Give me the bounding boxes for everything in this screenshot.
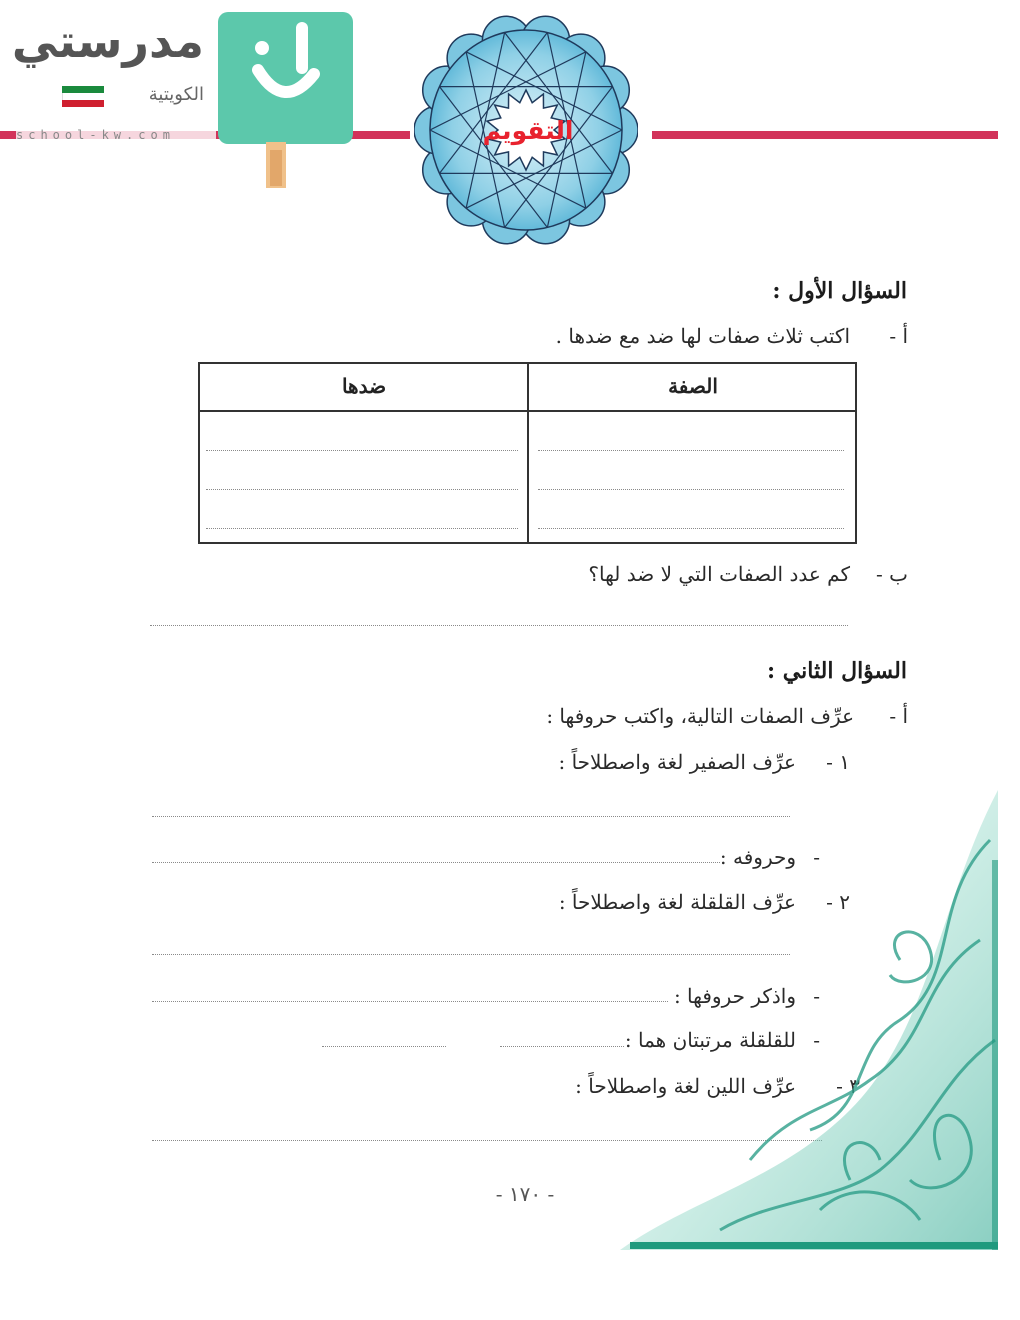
question2-a-marker: أ - — [889, 704, 908, 728]
answer-line[interactable] — [150, 625, 848, 626]
question1-b-marker: ب - — [876, 562, 908, 586]
table-answer-line[interactable] — [206, 489, 518, 490]
item-text: عرِّف الصفير لغة واصطلاحاً : — [558, 750, 796, 774]
item-number: ١ - — [826, 750, 850, 774]
header-rule-right — [652, 131, 998, 139]
logo-mark — [218, 12, 353, 144]
table-answer-line[interactable] — [538, 528, 844, 529]
logo-bookmark-shade — [270, 150, 282, 186]
table-header-opposite: ضدها — [341, 374, 387, 398]
kuwait-flag-icon — [62, 86, 104, 107]
corner-ornament-icon — [600, 780, 1000, 1260]
question1-a-text: اكتب ثلاث صفات لها ضد مع ضدها . — [555, 324, 850, 348]
question2-a-text: عرِّف الصفات التالية، واكتب حروفها : — [546, 704, 854, 728]
item-text: وحروفه : — [719, 845, 796, 869]
table-answer-line[interactable] — [538, 450, 844, 451]
item-dash: - — [813, 984, 820, 1008]
item-text: عرِّف اللين لغة واصطلاحاً : — [575, 1074, 796, 1098]
table-answer-line[interactable] — [206, 450, 518, 451]
item-dash: - — [813, 1028, 820, 1052]
item-text: للقلقلة مرتبتان هما : — [624, 1028, 796, 1052]
question2-heading: السؤال الثاني : — [767, 658, 907, 684]
table-header-attribute: الصفة — [668, 374, 718, 398]
table-answer-line[interactable] — [538, 489, 844, 490]
page-number: - ١٧٠ - — [495, 1182, 555, 1206]
answer-line[interactable] — [152, 1001, 668, 1002]
question1-heading: السؤال الأول : — [772, 278, 907, 304]
logo-brand-text: مدرستي — [11, 14, 204, 68]
logo-country-text: الكويتية — [148, 84, 204, 105]
item-number: ٣ - — [836, 1074, 860, 1098]
item-number: ٢ - — [826, 890, 850, 914]
logo-url: school-kw.com — [16, 128, 216, 142]
question1-b-text: كم عدد الصفات التي لا ضد لها؟ — [588, 562, 850, 586]
table-header-divider — [198, 410, 857, 412]
table-answer-line[interactable] — [206, 528, 518, 529]
section-title: التقويم — [482, 116, 574, 145]
item-text: عرِّف القلقلة لغة واصطلاحاً : — [558, 890, 796, 914]
answer-line[interactable] — [322, 1046, 446, 1047]
question1-a-marker: أ - — [889, 324, 908, 348]
item-text: واذكر حروفها : — [673, 984, 796, 1008]
item-dash: - — [813, 845, 820, 869]
table-column-divider — [527, 362, 529, 544]
